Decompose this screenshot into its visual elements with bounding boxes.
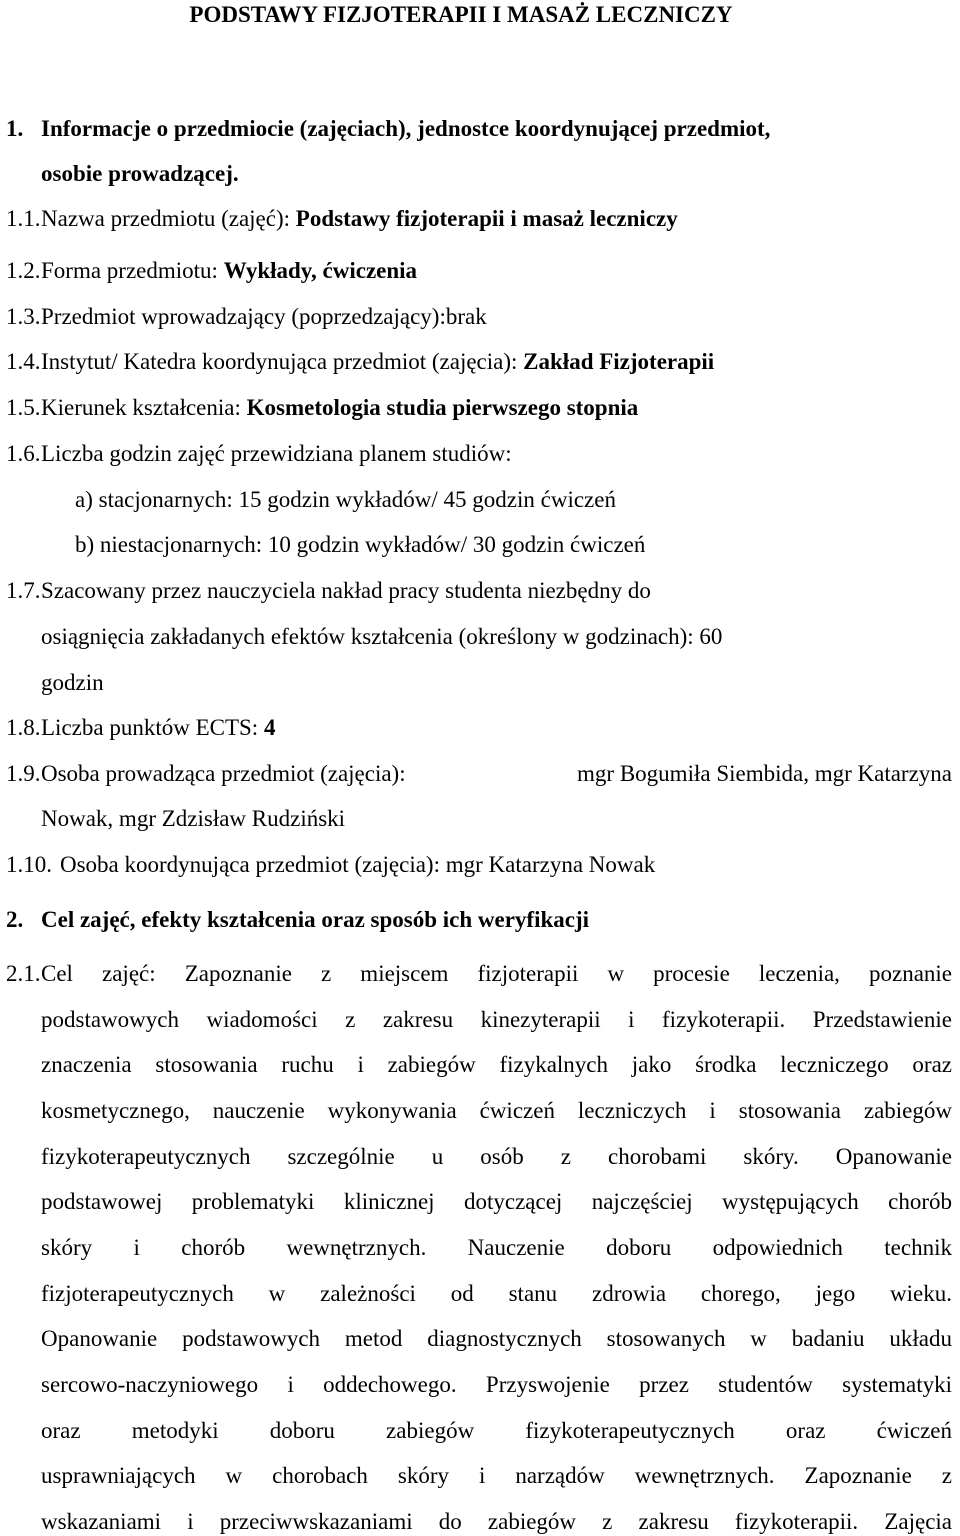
- paragraph-line: podstawowych wiadomości z zakresu kinezyterapii i fizykoterapii. Przedstawienie: [41, 1007, 952, 1032]
- item-1-8: [41, 714, 275, 742]
- item-value: Wykłady, ćwiczenia: [223, 258, 418, 283]
- item-value: Zakład Fizjoterapii: [523, 349, 715, 374]
- paragraph-line: usprawniających w chorobach skóry i narządów wewnętrznych. Zapoznanie z: [41, 1463, 952, 1488]
- paragraph-line: sercowo-naczyniowego i oddechowego. Przyswojenie przez studentów systematyki: [41, 1372, 952, 1397]
- item-label: Osoba koordynująca przedmiot (zajęcia):: [60, 852, 440, 877]
- item-label: Nazwa przedmiotu (zajęć):: [41, 206, 291, 231]
- section-1-heading-line-2: osobie prowadzącej.: [41, 161, 239, 186]
- paragraph-line: Cel zajęć: Zapoznanie z miejscem fizjoterapii w procesie leczenia, poznanie: [41, 961, 952, 986]
- item-label: Forma przedmiotu:: [41, 258, 218, 283]
- item-number: 1.5.: [6, 395, 41, 420]
- section-1-heading-line-1: Informacje o przedmiocie (zajęciach), jednostce koordynującej przedmiot,: [41, 116, 771, 141]
- item-number: 1.9.: [6, 761, 41, 786]
- paragraph-line: fizykoterapeutycznych szczególnie u osób z chorobami skóry. Opanowanie: [41, 1144, 952, 1169]
- item-1-3: [41, 303, 487, 331]
- paragraph-line: podstawowej problematyki klinicznej dotyczącej najczęściej występujących chorób: [41, 1189, 952, 1214]
- item-number: 1.6.: [6, 441, 41, 466]
- paragraph-line: znaczenia stosowania ruchu i zabiegów fizykalnych jako środka leczniczego oraz: [41, 1052, 952, 1077]
- item-number: 1.7.: [6, 578, 41, 603]
- paragraph-line: fizjoterapeutycznych w zależności od stanu zdrowia chorego, jego wieku.: [41, 1281, 952, 1306]
- item-value: 4: [263, 715, 276, 740]
- item-label: Liczba punktów ECTS:: [41, 715, 259, 740]
- item-number: 1.2.: [6, 258, 41, 283]
- item-1-7-line-2: osiągnięcia zakładanych efektów kształcenia (określony w godzinach): 60: [41, 624, 723, 649]
- item-value: Kosmetologia studia pierwszego stopnia: [246, 395, 639, 420]
- item-1-7-line-1: Szacowany przez nauczyciela nakład pracy studenta niezbędny do: [41, 578, 651, 603]
- section-2-heading: Cel zajęć, efekty kształcenia oraz sposób ich weryfikacji: [41, 907, 590, 932]
- item-label: Osoba prowadząca przedmiot (zajęcia):: [41, 761, 406, 786]
- hours-part-time: b) niestacjonarnych: 10 godzin wykładów/ 30 godzin ćwiczeń: [75, 532, 646, 557]
- item-label: Kierunek kształcenia:: [41, 395, 241, 420]
- section-2-number: 2.: [6, 907, 24, 932]
- item-1-5: [41, 394, 638, 422]
- item-value: mgr Katarzyna Nowak: [445, 852, 656, 877]
- item-number: 1.8.: [6, 715, 41, 740]
- item-1-9-line-2: Nowak, mgr Zdzisław Rudziński: [41, 806, 346, 831]
- item-value: mgr Bogumiła Siembida, mgr Katarzyna: [577, 761, 952, 786]
- item-number: 1.1.: [6, 206, 41, 231]
- item-1-4: [41, 348, 714, 376]
- item-label: Przedmiot wprowadzający (poprzedzający):brak: [41, 304, 487, 329]
- item-number: 1.10.: [6, 852, 52, 877]
- item-number: 1.4.: [6, 349, 41, 374]
- paragraph-line: oraz metodyki doboru zabiegów fizykoterapeutycznych oraz ćwiczeń: [41, 1418, 952, 1443]
- item-number: 2.1.: [6, 961, 41, 986]
- hours-full-time: a) stacjonarnych: 15 godzin wykładów/ 45 godzin ćwiczeń: [75, 487, 616, 512]
- paragraph-line: wskazaniami i przeciwwskazaniami do zabiegów z zakresu fizykoterapii. Zajęcia: [41, 1509, 952, 1534]
- item-1-10: [60, 851, 655, 879]
- item-1-7-line-3: godzin: [41, 670, 104, 695]
- item-1-2: [41, 257, 417, 285]
- paragraph-line: kosmetycznego, nauczenie wykonywania ćwiczeń leczniczych i stosowania zabiegów: [41, 1098, 952, 1123]
- section-1-number: 1.: [6, 116, 24, 141]
- document-title: PODSTAWY FIZJOTERAPII I MASAŻ LECZNICZY: [189, 2, 733, 27]
- item-value: Podstawy fizjoterapii i masaż leczniczy: [295, 206, 678, 231]
- item-1-9-line-1: [41, 760, 952, 788]
- item-1-6: Liczba godzin zajęć przewidziana planem studiów:: [41, 441, 512, 466]
- item-number: 1.3.: [6, 304, 41, 329]
- item-1-1: [41, 205, 678, 233]
- paragraph-line: Opanowanie podstawowych metod diagnostycznych stosowanych w badaniu układu: [41, 1326, 952, 1351]
- item-label: Instytut/ Katedra koordynująca przedmiot (zajęcia):: [41, 349, 518, 374]
- paragraph-line: skóry i chorób wewnętrznych. Nauczenie doboru odpowiednich technik: [41, 1235, 952, 1260]
